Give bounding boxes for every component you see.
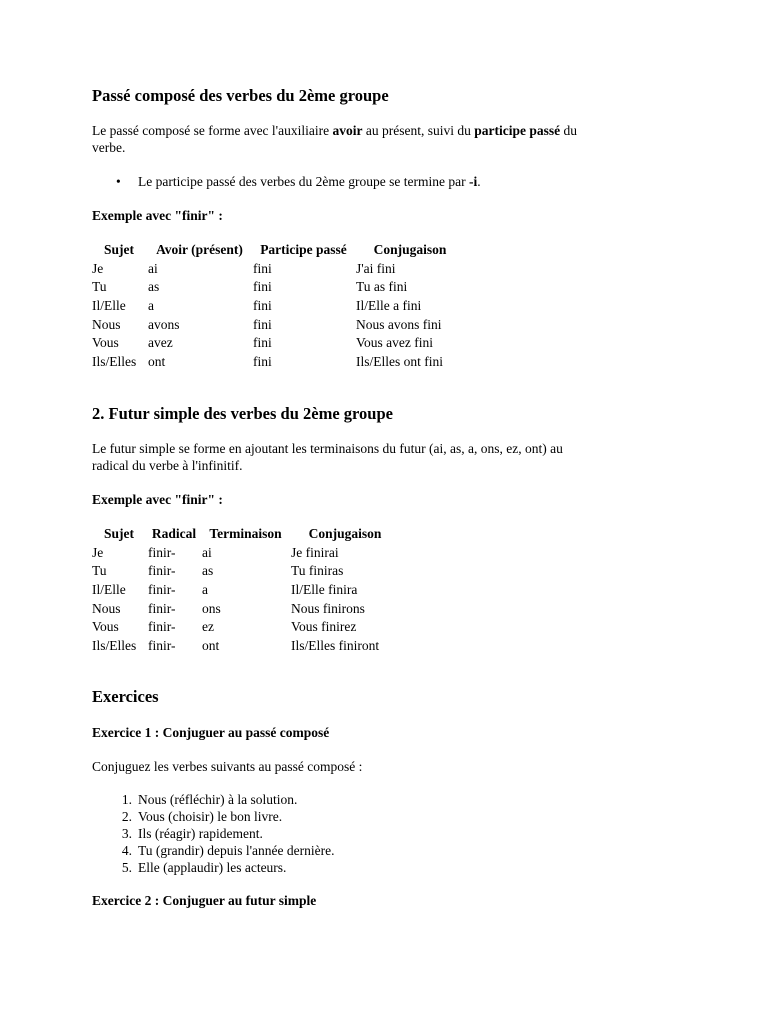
bullet-text bbox=[138, 174, 481, 189]
table-cell: Vous bbox=[92, 335, 119, 351]
list-item bbox=[92, 859, 662, 876]
intro-bold-participe: participe passé bbox=[474, 123, 561, 138]
list-item-text: Nous (réfléchir) à la solution. bbox=[138, 792, 298, 807]
table-cell: fini bbox=[253, 316, 272, 332]
table-cell: Vous bbox=[92, 619, 119, 635]
intro-bold-avoir: avoir bbox=[332, 123, 363, 138]
section2-example-label: Exemple avec "finir" : bbox=[92, 492, 223, 507]
table-cell: finir- bbox=[148, 581, 176, 597]
table-cell: Nous avons fini bbox=[356, 316, 442, 332]
table-header-row bbox=[92, 524, 401, 543]
header-radical: Radical bbox=[151, 525, 197, 541]
section2-title: 2. Futur simple des verbes du 2ème groupe bbox=[92, 404, 393, 423]
passe-compose-table bbox=[92, 240, 466, 371]
header-sujet: Sujet bbox=[104, 241, 134, 257]
table-cell: as bbox=[202, 563, 214, 579]
section1-title: Passé composé des verbes du 2ème groupe bbox=[92, 86, 389, 105]
table-cell: Vous avez fini bbox=[356, 335, 433, 351]
table-row bbox=[92, 352, 466, 371]
table-cell: finir- bbox=[148, 637, 176, 653]
table-cell: finir- bbox=[148, 600, 176, 616]
table-row bbox=[92, 277, 466, 296]
table-cell: ez bbox=[202, 619, 214, 635]
table-row bbox=[92, 580, 401, 599]
table-cell: finir- bbox=[148, 563, 176, 579]
table-cell: Il/Elle bbox=[92, 297, 126, 313]
exercices-title: Exercices bbox=[92, 687, 159, 706]
table-cell: Ils/Elles finiront bbox=[291, 637, 380, 653]
table-cell: avons bbox=[148, 316, 180, 332]
table-cell: fini bbox=[253, 335, 272, 351]
table-row bbox=[92, 561, 401, 580]
futur-simple-table bbox=[92, 524, 401, 655]
table-row bbox=[92, 636, 401, 655]
intro-text-3: du bbox=[560, 123, 577, 138]
table-row bbox=[92, 617, 401, 636]
intro-line-1 bbox=[92, 122, 662, 139]
list-item bbox=[92, 791, 662, 808]
header-conjugaison: Conjugaison bbox=[373, 241, 447, 257]
table-cell: Je finirai bbox=[291, 544, 339, 560]
table-cell: Tu as fini bbox=[356, 279, 408, 295]
list-item-number: 1. bbox=[121, 792, 132, 807]
table-cell: Il/Elle a fini bbox=[356, 297, 422, 313]
list-item-number: 2. bbox=[121, 809, 132, 824]
table-cell: as bbox=[148, 279, 160, 295]
header-conjugaison: Conjugaison bbox=[308, 525, 382, 541]
table-cell: Tu finiras bbox=[291, 563, 344, 579]
exercice1-list bbox=[92, 791, 662, 876]
table-cell: Ils/Elles ont fini bbox=[356, 353, 443, 369]
table-cell: fini bbox=[253, 297, 272, 313]
section2-intro-line-2: radical du verbe à l'infinitif. bbox=[92, 458, 243, 473]
table-cell: a bbox=[202, 581, 208, 597]
table-cell: Tu bbox=[92, 279, 107, 295]
intro-text-2: au présent, suivi du bbox=[362, 123, 475, 138]
table-cell: ont bbox=[148, 353, 166, 369]
table-cell: Je bbox=[92, 260, 104, 276]
bullet-icon: • bbox=[116, 174, 121, 189]
header-sujet: Sujet bbox=[104, 525, 134, 541]
table-cell: Ils/Elles bbox=[92, 353, 137, 369]
section2-intro bbox=[92, 440, 662, 474]
table-row bbox=[92, 333, 466, 352]
list-item-number: 5. bbox=[121, 860, 132, 875]
table-cell: J'ai fini bbox=[356, 260, 396, 276]
section1-example-label: Exemple avec "finir" : bbox=[92, 208, 223, 223]
header-terminaison: Terminaison bbox=[209, 525, 282, 541]
table-cell: ont bbox=[202, 637, 220, 653]
table-cell: fini bbox=[253, 353, 272, 369]
list-item-number: 4. bbox=[121, 843, 132, 858]
bullet-text-end: . bbox=[477, 174, 481, 189]
exercice1-instruction: Conjuguez les verbes suivants au passé composé : bbox=[92, 759, 363, 774]
table-cell: ai bbox=[202, 544, 212, 560]
table-cell: fini bbox=[253, 279, 272, 295]
table-cell: Nous bbox=[92, 600, 121, 616]
bullet-item bbox=[92, 173, 662, 190]
table-row bbox=[92, 296, 466, 315]
table-row bbox=[92, 315, 466, 334]
table-cell: avez bbox=[148, 335, 173, 351]
list-item-number: 3. bbox=[121, 826, 132, 841]
table-cell: Il/Elle bbox=[92, 581, 126, 597]
intro-line-2: verbe. bbox=[92, 140, 126, 155]
table-cell: Nous bbox=[92, 316, 121, 332]
table-row bbox=[92, 543, 401, 562]
bullet-text-bold: -i bbox=[469, 174, 478, 189]
list-item bbox=[92, 808, 662, 825]
table-cell: Nous finirons bbox=[291, 600, 365, 616]
table-cell: ons bbox=[202, 600, 221, 616]
list-item-text: Vous (choisir) le bon livre. bbox=[138, 809, 283, 824]
list-item bbox=[92, 825, 662, 842]
intro-text-1: Le passé composé se forme avec l'auxiliaire bbox=[92, 123, 333, 138]
table-cell: a bbox=[148, 297, 154, 313]
section2-intro-line-1: Le futur simple se forme en ajoutant les terminaisons du futur (ai, as, a, ons, ez, ont) au bbox=[92, 441, 563, 456]
table-cell: Je bbox=[92, 544, 104, 560]
list-item-text: Elle (applaudir) les acteurs. bbox=[138, 860, 287, 875]
table-cell: finir- bbox=[148, 619, 176, 635]
table-row bbox=[92, 259, 466, 278]
table-header-row bbox=[92, 240, 466, 259]
header-avoir: Avoir (présent) bbox=[156, 241, 243, 257]
table-cell: Ils/Elles bbox=[92, 637, 137, 653]
exercice1-title: Exercice 1 : Conjuguer au passé composé bbox=[92, 725, 330, 740]
table-cell: fini bbox=[253, 260, 272, 276]
table-cell: ai bbox=[148, 260, 158, 276]
table-row bbox=[92, 599, 401, 618]
exercice2-title: Exercice 2 : Conjuguer au futur simple bbox=[92, 893, 317, 908]
list-item-text: Ils (réagir) rapidement. bbox=[138, 826, 263, 841]
section1-intro bbox=[92, 122, 662, 156]
table-cell: Vous finirez bbox=[291, 619, 357, 635]
table-cell: Il/Elle finira bbox=[291, 581, 358, 597]
list-item-text: Tu (grandir) depuis l'année dernière. bbox=[138, 843, 335, 858]
table-cell: finir- bbox=[148, 544, 176, 560]
header-participe: Participe passé bbox=[260, 241, 347, 257]
list-item bbox=[92, 842, 662, 859]
bullet-text-main: Le participe passé des verbes du 2ème groupe se termine par bbox=[138, 174, 469, 189]
table-cell: Tu bbox=[92, 563, 107, 579]
